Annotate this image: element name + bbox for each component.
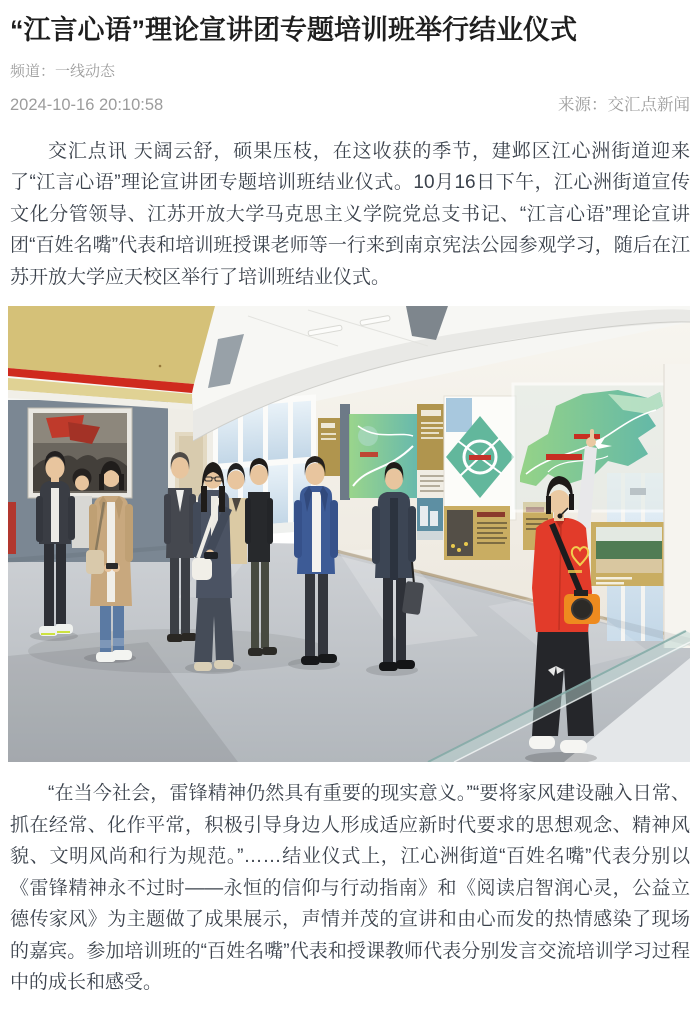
hanging-banner bbox=[8, 306, 215, 410]
meta-row bbox=[10, 91, 690, 115]
paragraph-2: “在当今社会，雷锋精神仍然具有重要的现实意义。”“要将家风建设融入日常、抓在经常、化作平常，积极引导身边人形成适应新时代要求的思想观念、精神风貌、文明风尚和行为规范。”……结业仪式上，江心洲街道“百姓名嘴”代表分别以《雷锋精神永不过时——永恒的信仰与行动指南》和《阅读启智润心灵，公益立德传家风》为主题做了成果展示，声情并茂的宣讲和由心而发的热情感染了现场的嘉宾。参加培训班的“百姓名嘴”代表和授课教师代表分别发言交流培训学习过程中的成长和感受。 bbox=[10, 783, 690, 994]
source: 来源：交汇点新闻 bbox=[558, 95, 690, 114]
channel-line: 频道：一线动态 bbox=[10, 62, 116, 80]
article-title: “江言心语”理论宣讲团专题培训班举行结业仪式 bbox=[10, 15, 577, 45]
publish-datetime: 2024-10-16 20:10:58 bbox=[10, 95, 164, 114]
article-photo[interactable] bbox=[8, 306, 690, 762]
paragraph-1: 交汇点讯 天阔云舒，硕果压枝，在这收获的季节，建邺区江心洲街道迎来了“江言心语”理论宣讲团专题培训班结业仪式。10月16日下午，江心洲街道宣传文化分管领导、江苏开放大学马克思主义学院党总支书记、“江言心语”理论宣讲团“百姓名嘴”代表和培训班授课老师等一行来到南京宪法公园参观学习，随后在江苏开放大学应天校区举行了培训班结业仪式。 bbox=[10, 140, 690, 288]
